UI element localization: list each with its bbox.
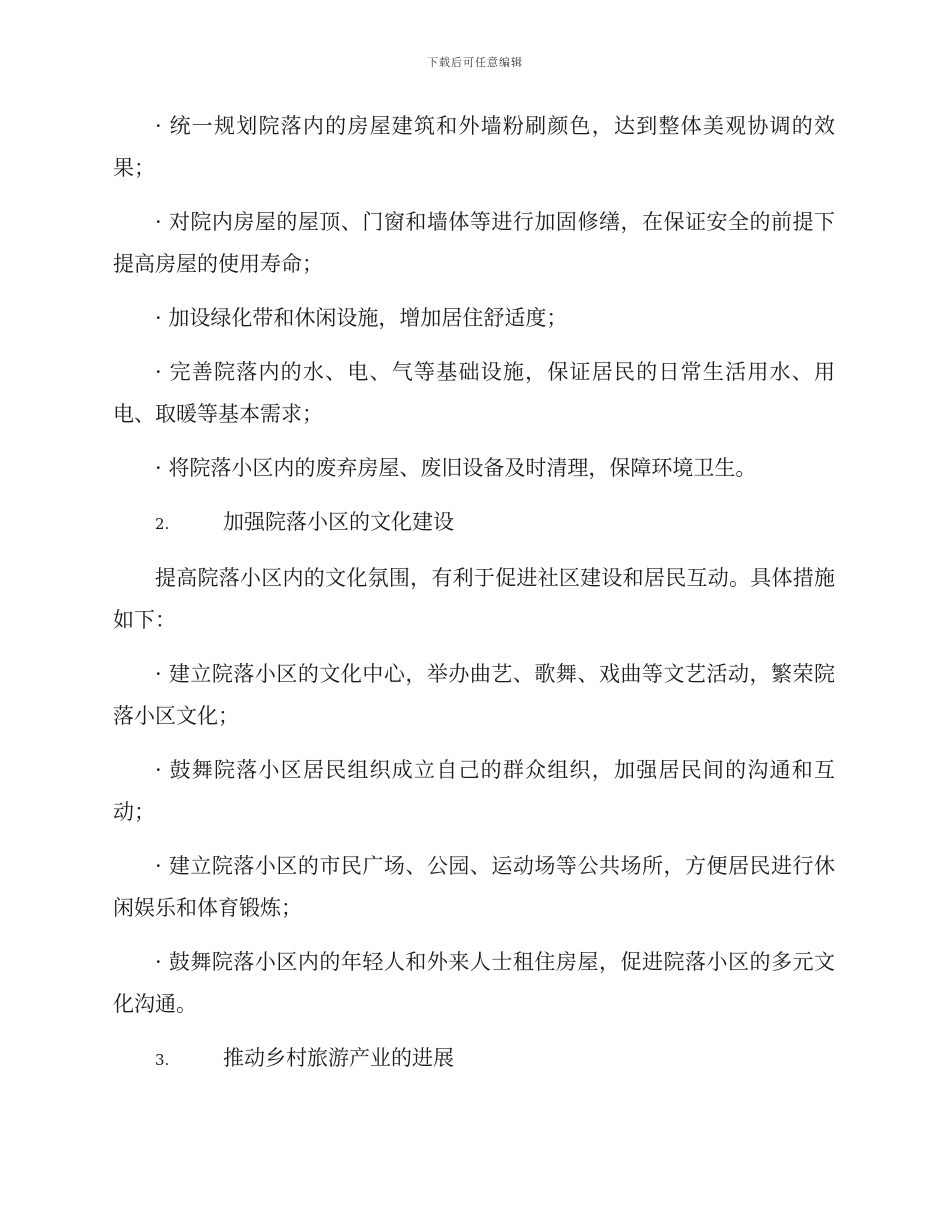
bullet-paragraph: · 完善院落内的水、电、气等基础设施，保证居民的日常生活用水、用电、取暖等基本需求； — [113, 360, 835, 426]
section-number: 3. — [155, 1051, 170, 1069]
bullet-paragraph: · 统一规划院落内的房屋建筑和外墙粉刷颜色，达到整体美观协调的效果； — [113, 114, 835, 180]
page-header: 下载后可任意编辑 — [427, 56, 523, 69]
section-heading — [113, 1037, 835, 1081]
bullet-paragraph: · 建立院落小区的市民广场、公园、运动场等公共场所，方便居民进行休闲娱乐和体育锻炼； — [113, 854, 835, 920]
document-body — [113, 105, 835, 1093]
bullet-paragraph: · 对院内房屋的屋顶、门窗和墙体等进行加固修缮，在保证安全的前提下提高房屋的使用寿命； — [113, 210, 835, 276]
bullet-paragraph: · 将院落小区内的废弃房屋、废旧设备及时清理，保障环境卫生。 — [155, 456, 757, 480]
bullet-paragraph: · 鼓舞院落小区居民组织成立自己的群众组织，加强居民间的沟通和互动； — [113, 758, 835, 824]
section-title: 加强院落小区的文化建设 — [223, 510, 454, 534]
section-number: 2. — [155, 515, 170, 533]
body-paragraph: 提高院落小区内的文化氛围，有利于促进社区建设和居民互动。具体措施如下： — [113, 566, 835, 632]
bullet-paragraph: · 鼓舞院落小区内的年轻人和外来人士租住房屋，促进院落小区的多元文化沟通。 — [113, 950, 835, 1016]
bullet-paragraph: · 建立院落小区的文化中心，举办曲艺、歌舞、戏曲等文艺活动，繁荣院落小区文化； — [113, 662, 835, 728]
bullet-paragraph: · 加设绿化带和休闲设施，增加居住舒适度； — [155, 306, 568, 330]
section-title: 推动乡村旅游产业的进展 — [223, 1046, 454, 1070]
section-heading — [113, 501, 835, 545]
